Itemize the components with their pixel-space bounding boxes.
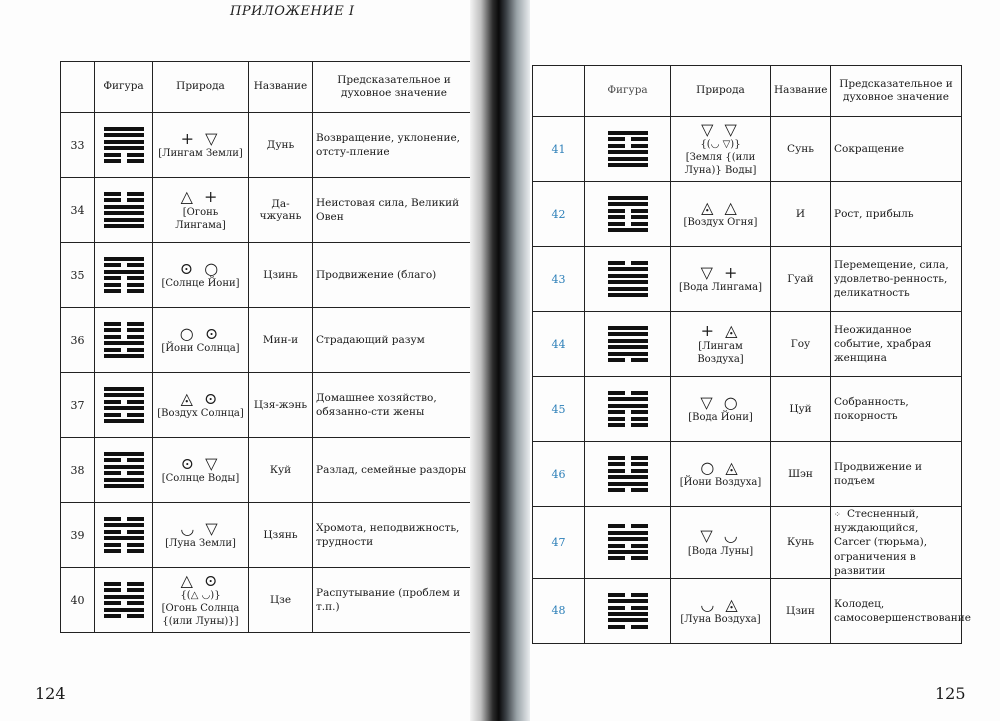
solid-line bbox=[608, 196, 648, 200]
header-figure: Фигура bbox=[95, 62, 153, 113]
hexagram-name: И bbox=[771, 182, 831, 247]
solid-line bbox=[608, 274, 648, 278]
broken-line bbox=[608, 488, 648, 492]
nature-text: [Лингам Воздуха] bbox=[697, 340, 744, 365]
solid-line bbox=[104, 140, 144, 144]
broken-line bbox=[104, 192, 144, 196]
nature-cell bbox=[153, 438, 249, 503]
broken-line bbox=[104, 614, 144, 618]
solid-line bbox=[608, 537, 648, 541]
meaning-text: Собранность, покорность bbox=[834, 395, 909, 422]
hexagram-row bbox=[61, 373, 476, 438]
meaning-cell bbox=[831, 377, 962, 442]
book-gutter bbox=[470, 0, 530, 721]
solid-line bbox=[608, 352, 648, 356]
element-symbols-alt: {(◡ ▽)} bbox=[700, 138, 741, 150]
element-symbols-alt: {(△ ◡)} bbox=[180, 589, 221, 601]
broken-line bbox=[608, 410, 648, 414]
hexagram-figure-cell bbox=[95, 308, 153, 373]
solid-line bbox=[104, 224, 144, 228]
nature-cell bbox=[153, 113, 249, 178]
solid-line bbox=[104, 257, 144, 261]
nature-text: [Вода Йони] bbox=[688, 412, 753, 424]
hexagram-number: 39 bbox=[61, 503, 95, 568]
broken-line bbox=[104, 517, 144, 521]
nature-text: [Лингам Земли] bbox=[158, 148, 243, 160]
solid-line bbox=[608, 550, 648, 554]
hexagram-number: 37 bbox=[61, 373, 95, 438]
solid-line bbox=[104, 270, 144, 274]
meaning-text: Распутывание (проблем и т.п.) bbox=[316, 586, 461, 613]
meaning-text: Домашнее хозяйство, обязанно-сти жены bbox=[316, 391, 437, 418]
nature-text: [Воздух Солнца] bbox=[157, 408, 244, 420]
broken-line bbox=[608, 469, 648, 473]
broken-line bbox=[608, 391, 648, 395]
element-symbols: ▽ ◡ bbox=[700, 526, 741, 546]
broken-line bbox=[104, 543, 144, 547]
element-symbols: ◡ ▽ bbox=[180, 518, 221, 538]
hexagram-number: 34 bbox=[61, 178, 95, 243]
broken-line bbox=[608, 456, 648, 460]
nature-cell bbox=[153, 503, 249, 568]
hexagram-row bbox=[533, 442, 962, 507]
hexagram-figure bbox=[104, 125, 144, 166]
broken-line bbox=[608, 209, 648, 213]
solid-line bbox=[104, 536, 144, 540]
meaning-text: Стесненный, нуждающийся, Carcer (тюрьма), ограничения в развитии bbox=[834, 508, 928, 577]
hexagram-figure bbox=[104, 385, 144, 426]
hexagram-number: 44 bbox=[533, 312, 585, 377]
nature-cell bbox=[671, 117, 771, 182]
solid-line bbox=[104, 484, 144, 488]
nature-cell bbox=[671, 182, 771, 247]
meaning-cell bbox=[313, 568, 476, 633]
nature-cell bbox=[153, 178, 249, 243]
element-symbols: ▽ ▽ bbox=[701, 120, 740, 140]
hexagram-name: Мин-и bbox=[249, 308, 313, 373]
hexagram-row bbox=[61, 113, 476, 178]
broken-line bbox=[104, 289, 144, 293]
hexagram-figure bbox=[104, 515, 144, 556]
hexagram-figure bbox=[104, 450, 144, 491]
element-symbols: ◬ △ bbox=[701, 197, 740, 217]
hexagram-figure-cell bbox=[585, 247, 671, 312]
broken-line bbox=[104, 400, 144, 404]
hexagram-name: Куй bbox=[249, 438, 313, 503]
hexagram-row bbox=[533, 578, 962, 643]
meaning-cell bbox=[313, 308, 476, 373]
solid-line bbox=[104, 341, 144, 345]
solid-line bbox=[104, 452, 144, 456]
solid-line bbox=[104, 419, 144, 423]
broken-line bbox=[608, 544, 648, 548]
broken-line bbox=[104, 322, 144, 326]
table-header-row bbox=[533, 66, 962, 117]
nature-cell bbox=[671, 578, 771, 643]
broken-line bbox=[608, 358, 648, 362]
hexagram-number: 41 bbox=[533, 117, 585, 182]
hexagram-row bbox=[533, 117, 962, 182]
hexagram-name: Цзе bbox=[249, 568, 313, 633]
hexagram-number: 45 bbox=[533, 377, 585, 442]
broken-line bbox=[104, 159, 144, 163]
hexagram-figure-cell bbox=[585, 377, 671, 442]
hexagram-row bbox=[61, 308, 476, 373]
hexagram-number: 33 bbox=[61, 113, 95, 178]
meaning-cell bbox=[831, 182, 962, 247]
meaning-text: Сокращение bbox=[834, 142, 905, 155]
nature-text: [Луна Земли] bbox=[165, 538, 236, 550]
solid-line bbox=[104, 218, 144, 222]
broken-line bbox=[104, 471, 144, 475]
meaning-cell bbox=[831, 247, 962, 312]
solid-line bbox=[608, 404, 648, 408]
hexagram-figure bbox=[608, 194, 648, 235]
solid-line bbox=[104, 387, 144, 391]
hexagram-name: Сунь bbox=[771, 117, 831, 182]
broken-line bbox=[104, 588, 144, 592]
hexagram-figure bbox=[608, 590, 648, 631]
element-symbols: ◬ ⊙ bbox=[180, 388, 221, 408]
hexagram-number: 42 bbox=[533, 182, 585, 247]
solid-line bbox=[104, 127, 144, 131]
hexagram-number: 48 bbox=[533, 578, 585, 643]
solid-line bbox=[104, 205, 144, 209]
hexagram-name: Цзинь bbox=[249, 243, 313, 308]
page-number: 125 bbox=[935, 684, 966, 703]
running-head: ПРИЛОЖЕНИЕ I bbox=[230, 4, 355, 19]
hexagram-table-left bbox=[60, 61, 476, 633]
solid-line bbox=[104, 354, 144, 358]
header-meaning: Предсказательное и духовное значение bbox=[313, 62, 476, 113]
hexagram-row bbox=[61, 243, 476, 308]
hexagram-name: Гуай bbox=[771, 247, 831, 312]
meaning-text: Возвращение, уклонение, отсту-пление bbox=[316, 131, 461, 158]
header-figure: Фигура bbox=[585, 66, 671, 117]
element-symbols: ⊙ ▽ bbox=[180, 453, 221, 473]
solid-line bbox=[104, 211, 144, 215]
hexagram-number: 46 bbox=[533, 442, 585, 507]
hexagram-figure bbox=[104, 320, 144, 361]
hexagram-figure-cell bbox=[95, 178, 153, 243]
meaning-text: Продвижение и подъем bbox=[834, 460, 922, 487]
nature-text: [Земля {(или Луна)} Воды] bbox=[684, 151, 757, 176]
solid-line bbox=[608, 482, 648, 486]
page-number: 124 bbox=[35, 684, 66, 703]
hexagram-number: 47 bbox=[533, 507, 585, 579]
solid-line bbox=[104, 406, 144, 410]
hexagram-row bbox=[61, 178, 476, 243]
broken-line bbox=[608, 423, 648, 427]
meaning-cell bbox=[831, 442, 962, 507]
broken-line bbox=[104, 582, 144, 586]
hexagram-name: Шэн bbox=[771, 442, 831, 507]
hexagram-figure-cell bbox=[95, 113, 153, 178]
meaning-cell bbox=[831, 117, 962, 182]
broken-line bbox=[104, 198, 144, 202]
hexagram-figure-cell bbox=[585, 117, 671, 182]
hexagram-figure-cell bbox=[585, 182, 671, 247]
hexagram-figure-cell bbox=[585, 507, 671, 579]
header-meaning: Предсказательное и духовное значение bbox=[831, 66, 962, 117]
hexagram-row bbox=[61, 568, 476, 633]
hexagram-row bbox=[533, 377, 962, 442]
element-symbols: ▽ + bbox=[700, 262, 741, 282]
hexagram-figure bbox=[104, 255, 144, 296]
solid-line bbox=[608, 228, 648, 232]
meaning-cell bbox=[313, 373, 476, 438]
solid-line bbox=[608, 332, 648, 336]
broken-line bbox=[104, 601, 144, 605]
broken-line bbox=[104, 413, 144, 417]
solid-line bbox=[608, 599, 648, 603]
hexagram-name: Цзин bbox=[771, 578, 831, 643]
nature-cell bbox=[671, 507, 771, 579]
hexagram-row bbox=[533, 507, 962, 579]
hexagram-figure-cell bbox=[95, 373, 153, 438]
hexagram-figure-cell bbox=[95, 438, 153, 503]
broken-line bbox=[608, 556, 648, 560]
hexagram-row bbox=[533, 312, 962, 377]
element-symbols: + ▽ bbox=[180, 128, 221, 148]
meaning-text: Рост, прибыль bbox=[834, 207, 914, 220]
hexagram-row bbox=[533, 182, 962, 247]
meaning-text: Перемещение, сила, удовлетво-ренность, деликатность bbox=[834, 258, 949, 300]
solid-line bbox=[608, 202, 648, 206]
nature-cell bbox=[153, 308, 249, 373]
left-page bbox=[0, 0, 488, 721]
meaning-cell bbox=[313, 243, 476, 308]
broken-line bbox=[608, 593, 648, 597]
right-page bbox=[512, 0, 1000, 721]
meaning-cell bbox=[831, 312, 962, 377]
solid-line bbox=[608, 157, 648, 161]
hexagram-number: 35 bbox=[61, 243, 95, 308]
solid-line bbox=[608, 345, 648, 349]
hexagram-number: 38 bbox=[61, 438, 95, 503]
broken-line bbox=[104, 283, 144, 287]
header-nature: Природа bbox=[153, 62, 249, 113]
meaning-text: Страдающий разум bbox=[316, 333, 425, 346]
broken-line bbox=[608, 222, 648, 226]
hexagram-name: Цзянь bbox=[249, 503, 313, 568]
solid-line bbox=[608, 326, 648, 330]
hexagram-name: Да-чжуань bbox=[249, 178, 313, 243]
solid-line bbox=[104, 478, 144, 482]
meaning-cell bbox=[313, 178, 476, 243]
element-symbols: ○ ◬ bbox=[700, 457, 741, 477]
element-symbols: △ + bbox=[180, 187, 221, 207]
meaning-cell bbox=[831, 507, 962, 579]
hexagram-figure-cell bbox=[95, 568, 153, 633]
broken-line bbox=[608, 625, 648, 629]
solid-line bbox=[608, 293, 648, 297]
header-nature: Природа bbox=[671, 66, 771, 117]
header-number bbox=[533, 66, 585, 117]
meaning-text: Колодец, самосовершенствование bbox=[834, 597, 971, 624]
hexagram-figure bbox=[608, 129, 648, 170]
solid-line bbox=[608, 150, 648, 154]
solid-line bbox=[608, 618, 648, 622]
nature-text: [Йони Солнца] bbox=[161, 343, 240, 355]
hexagram-number: 43 bbox=[533, 247, 585, 312]
meaning-cell bbox=[313, 503, 476, 568]
broken-line bbox=[104, 276, 144, 280]
solid-line bbox=[104, 523, 144, 527]
solid-line bbox=[608, 267, 648, 271]
solid-line bbox=[608, 339, 648, 343]
meaning-text: Продвижение (благо) bbox=[316, 268, 437, 281]
nature-cell bbox=[671, 247, 771, 312]
broken-line bbox=[608, 215, 648, 219]
solid-line bbox=[104, 595, 144, 599]
solid-line bbox=[104, 608, 144, 612]
header-number bbox=[61, 62, 95, 113]
nature-text: [Огонь Лингама] bbox=[175, 206, 226, 231]
element-symbols: ○ ⊙ bbox=[179, 323, 222, 343]
hexagram-figure-cell bbox=[585, 578, 671, 643]
hexagram-figure-cell bbox=[95, 503, 153, 568]
solid-line bbox=[608, 612, 648, 616]
solid-line bbox=[608, 475, 648, 479]
nature-cell bbox=[153, 568, 249, 633]
solid-line bbox=[104, 393, 144, 397]
nature-text: [Огонь Солнца {(или Луны)}] bbox=[161, 602, 240, 627]
meaning-text: Неистовая сила, Великий Овен bbox=[316, 196, 460, 223]
nature-text: [Солнце Йони] bbox=[161, 278, 240, 290]
nature-text: [Йони Воздуха] bbox=[679, 477, 762, 489]
hexagram-figure bbox=[608, 259, 648, 300]
broken-line bbox=[104, 549, 144, 553]
element-symbols: ▽ ○ bbox=[700, 392, 741, 412]
nature-text: [Вода Лингама] bbox=[678, 282, 763, 294]
hexagram-table-right bbox=[532, 65, 971, 644]
solid-line bbox=[608, 131, 648, 135]
solid-line bbox=[104, 146, 144, 150]
nature-cell bbox=[153, 373, 249, 438]
broken-line bbox=[608, 137, 648, 141]
broken-line bbox=[104, 335, 144, 339]
header-name: Название bbox=[771, 66, 831, 117]
broken-line bbox=[608, 462, 648, 466]
hexagram-name: Кунь bbox=[771, 507, 831, 579]
hexagram-row bbox=[61, 503, 476, 568]
hexagram-name: Гоу bbox=[771, 312, 831, 377]
solid-line bbox=[608, 531, 648, 535]
nature-cell bbox=[153, 243, 249, 308]
broken-line bbox=[608, 261, 648, 265]
solid-line bbox=[608, 397, 648, 401]
dots-icon: ⁘ bbox=[834, 509, 841, 519]
broken-line bbox=[104, 153, 144, 157]
hexagram-name: Цзя-жэнь bbox=[249, 373, 313, 438]
hexagram-figure bbox=[104, 580, 144, 621]
hexagram-figure bbox=[104, 190, 144, 231]
nature-cell bbox=[671, 312, 771, 377]
solid-line bbox=[608, 287, 648, 291]
element-symbols: ⊙ ○ bbox=[179, 258, 222, 278]
element-symbols: △ ⊙ bbox=[180, 571, 221, 591]
broken-line bbox=[608, 524, 648, 528]
broken-line bbox=[608, 144, 648, 148]
nature-text: [Воздух Огня] bbox=[683, 217, 758, 229]
hexagram-figure-cell bbox=[585, 312, 671, 377]
solid-line bbox=[608, 163, 648, 167]
meaning-text: Разлад, семейные раздоры bbox=[316, 463, 467, 476]
element-symbols: ◡ ◬ bbox=[700, 594, 741, 614]
hexagram-figure bbox=[608, 324, 648, 365]
element-symbols: + ◬ bbox=[700, 321, 741, 341]
solid-line bbox=[104, 133, 144, 137]
nature-text: [Луна Воздуха] bbox=[680, 614, 761, 626]
broken-line bbox=[104, 530, 144, 534]
meaning-cell bbox=[313, 438, 476, 503]
nature-text: [Вода Луны] bbox=[687, 545, 754, 557]
hexagram-row bbox=[533, 247, 962, 312]
nature-cell bbox=[671, 377, 771, 442]
hexagram-figure-cell bbox=[585, 442, 671, 507]
solid-line bbox=[104, 465, 144, 469]
hexagram-number: 40 bbox=[61, 568, 95, 633]
hexagram-name: Дунь bbox=[249, 113, 313, 178]
table-header-row bbox=[61, 62, 476, 113]
broken-line bbox=[104, 263, 144, 267]
hexagram-name: Цуй bbox=[771, 377, 831, 442]
hexagram-number: 36 bbox=[61, 308, 95, 373]
meaning-cell bbox=[831, 578, 971, 643]
meaning-cell bbox=[313, 113, 476, 178]
broken-line bbox=[104, 458, 144, 462]
broken-line bbox=[104, 348, 144, 352]
nature-cell bbox=[671, 442, 771, 507]
broken-line bbox=[104, 328, 144, 332]
hexagram-row bbox=[61, 438, 476, 503]
nature-text: [Солнце Воды] bbox=[161, 473, 240, 485]
hexagram-figure bbox=[608, 454, 648, 495]
hexagram-figure bbox=[608, 522, 648, 563]
header-name: Название bbox=[249, 62, 313, 113]
hexagram-figure bbox=[608, 389, 648, 430]
hexagram-figure-cell bbox=[95, 243, 153, 308]
broken-line bbox=[608, 417, 648, 421]
meaning-text: Неожиданное событие, храбрая женщина bbox=[834, 323, 932, 365]
broken-line bbox=[608, 606, 648, 610]
solid-line bbox=[608, 280, 648, 284]
meaning-text: Хромота, неподвижность, трудности bbox=[316, 521, 460, 548]
